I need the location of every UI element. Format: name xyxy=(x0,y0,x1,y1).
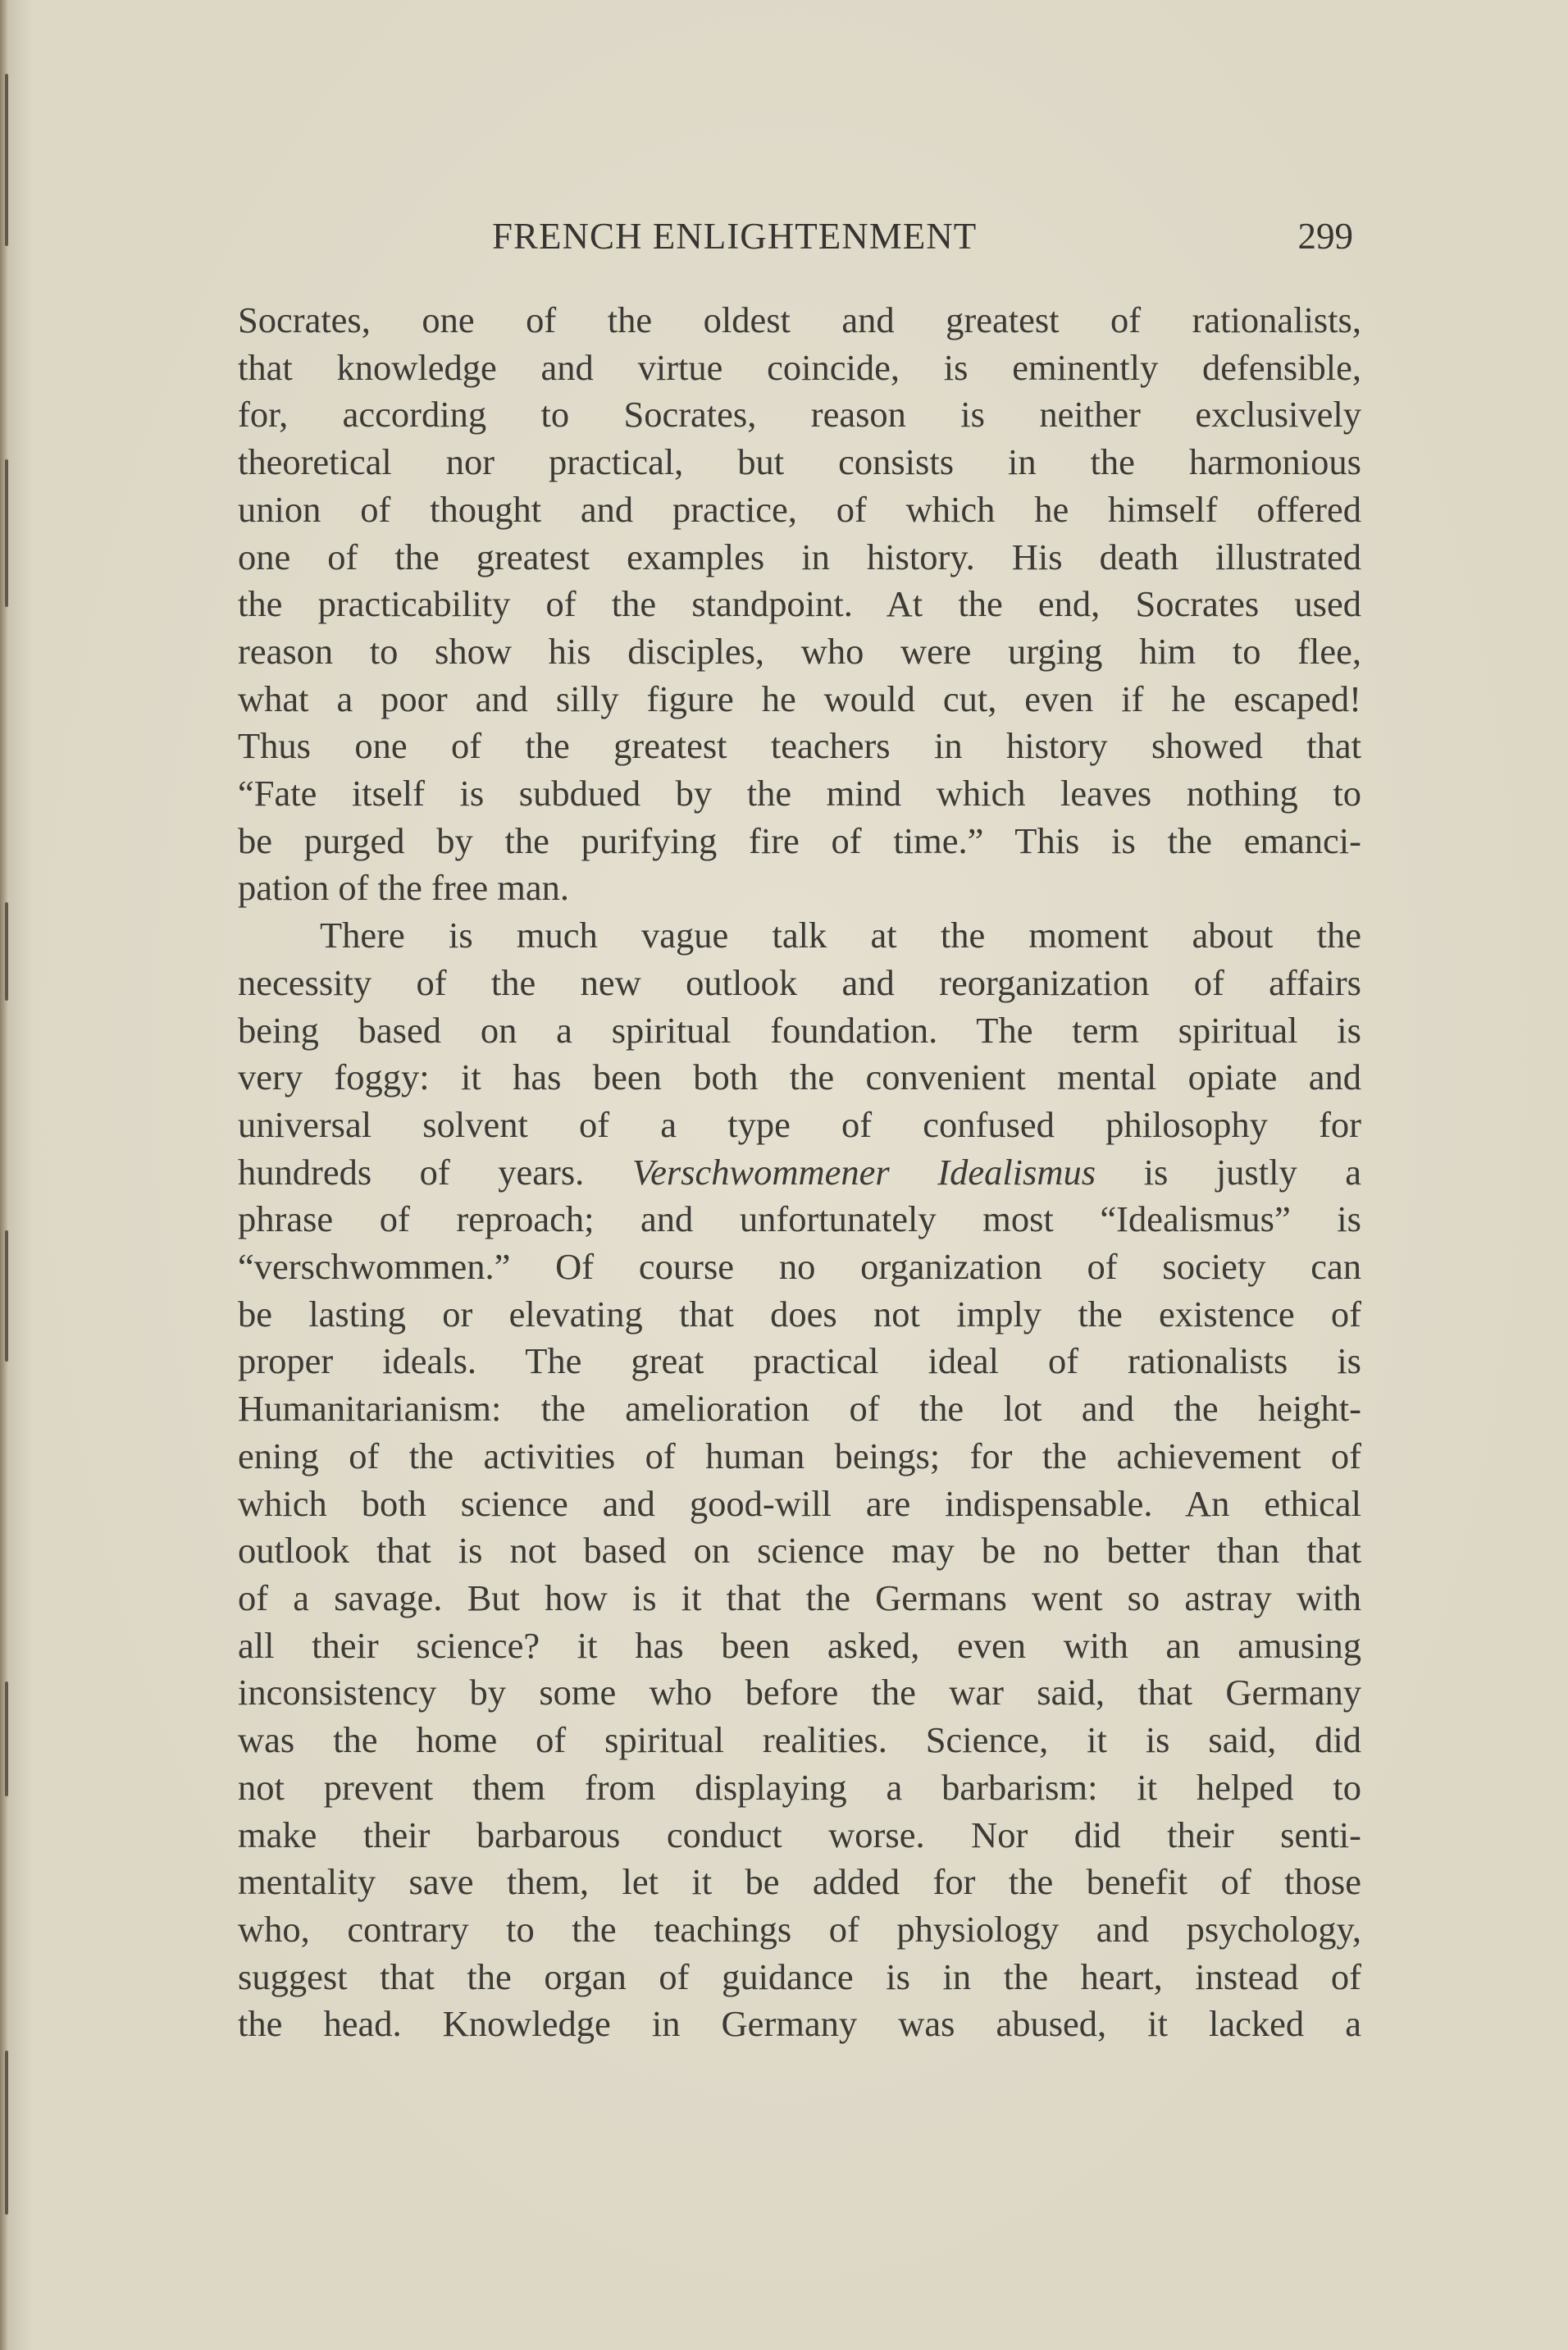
running-title: FRENCH ENLIGHTENMENT xyxy=(492,216,978,257)
text-line: Thus one of the greatest teachers in history showed that xyxy=(238,725,1361,767)
text-line: the head. Knowledge in Germany was abused, it lacked a xyxy=(238,2003,1361,2045)
text-line: “Fate itself is subdued by the mind which leaves nothing to xyxy=(238,773,1361,815)
text-segment: is justly a xyxy=(1096,1151,1361,1193)
text-line: for, according to Socrates, reason is neither exclusively xyxy=(238,394,1361,436)
paragraph-2 xyxy=(238,912,1361,2048)
text-line: mentality save them, let it be added for the benefit of those xyxy=(238,1861,1361,1903)
text-line: was the home of spiritual realities. Science, it is said, did xyxy=(238,1719,1361,1761)
text-line: what a poor and silly figure he would cut, even if he escaped! xyxy=(238,678,1361,719)
book-page xyxy=(238,215,1361,2048)
text-line: Socrates, one of the oldest and greatest of rationalists, xyxy=(238,299,1361,340)
text-line: be lasting or elevating that does not imply the existence of xyxy=(238,1293,1361,1335)
text-line: be purged by the purifying fire of time.” This is the emanci- xyxy=(238,819,1361,861)
spine-mark xyxy=(5,2051,8,2215)
text-line: the practicability of the standpoint. At the end, Socrates used xyxy=(238,583,1361,625)
text-line: universal solvent of a type of confused philosophy for xyxy=(238,1103,1361,1145)
text-line: phrase of reproach; and unfortunately most “Idealismus” is xyxy=(238,1198,1361,1240)
spine-mark xyxy=(5,902,8,1001)
page-number: 299 xyxy=(1297,216,1353,257)
text-line: suggest that the organ of guidance is in the heart, instead of xyxy=(238,1955,1361,1997)
page-binding-edge xyxy=(0,0,8,2350)
page-header xyxy=(238,215,1361,264)
paragraph-1 xyxy=(238,297,1361,912)
text-segment: hundreds of years. xyxy=(238,1151,632,1193)
text-line: one of the greatest examples in history. His death illustrated xyxy=(238,536,1361,577)
text-line: proper ideals. The great practical ideal of rationalists is xyxy=(238,1340,1361,1382)
text-line: very foggy: it has been both the convenient mental opiate and xyxy=(238,1056,1361,1098)
text-line: of a savage. But how is it that the Germans went so astray with xyxy=(238,1577,1361,1618)
text-line: ening of the activities of human beings; for the achievement of xyxy=(238,1435,1361,1476)
text-line: necessity of the new outlook and reorganization of affairs xyxy=(238,961,1361,1003)
text-line: who, contrary to the teachings of physiology and psychology, xyxy=(238,1908,1361,1950)
text-line: being based on a spiritual foundation. The term spiritual is xyxy=(238,1009,1361,1051)
text-line: all their science? it has been asked, even with an amusing xyxy=(238,1624,1361,1666)
italic-phrase: Verschwommener Idealismus xyxy=(631,1151,1096,1193)
text-line: outlook that is not based on science may be no better than that xyxy=(238,1530,1361,1572)
text-line: union of thought and practice, of which he himself offered xyxy=(238,488,1361,530)
text-line: which both science and good-will are indispensable. An ethical xyxy=(238,1482,1361,1524)
text-line: pation of the free man. xyxy=(238,867,570,909)
spine-mark xyxy=(5,74,8,246)
text-line: Humanitarianism: the amelioration of the lot and the height- xyxy=(238,1388,1361,1430)
text-line: There is much vague talk at the moment about the xyxy=(320,915,1361,956)
spine-mark xyxy=(5,459,8,607)
spine-mark xyxy=(5,1230,8,1362)
text-line: theoretical nor practical, but consists in the harmonious xyxy=(238,441,1361,483)
text-line: not prevent them from displaying a barbarism: it helped to xyxy=(238,1766,1361,1808)
text-line: inconsistency by some who before the war said, that Germany xyxy=(238,1672,1361,1713)
text-line: that knowledge and virtue coincide, is eminently defensible, xyxy=(238,346,1361,388)
text-line: “verschwommen.” Of course no organization of society can xyxy=(238,1246,1361,1288)
text-line: make their barbarous conduct worse. Nor did their senti- xyxy=(238,1814,1361,1855)
spine-mark xyxy=(5,1682,8,1796)
text-line-with-italic xyxy=(238,1149,1361,1197)
text-line: reason to show his disciples, who were urging him to flee, xyxy=(238,630,1361,672)
